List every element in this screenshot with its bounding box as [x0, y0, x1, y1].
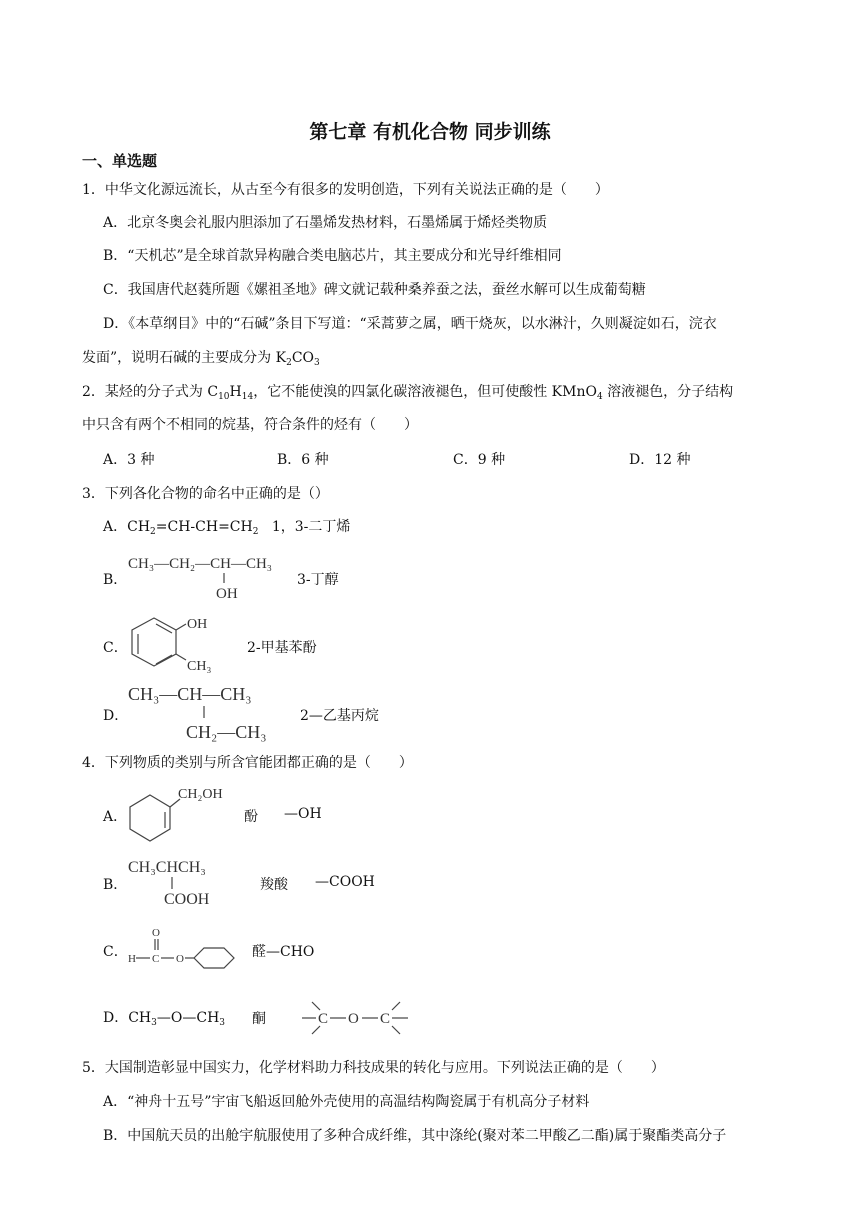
svg-text:C: C [318, 1011, 329, 1027]
question-4-option-c-label: C． [103, 944, 128, 960]
question-4-option-b-label: B． [103, 877, 128, 893]
q4-c-structure [126, 922, 246, 974]
question-3-option-d-name: 2—乙基丙烷 [300, 708, 379, 724]
question-3-stem: 3．下列各化合物的命名中正确的是（） [82, 486, 329, 502]
question-1-stem: 1．中华文化源远流长，从古至今有很多的发明创造，下列有关说法正确的是（ ） [82, 182, 609, 198]
question-3-option-b-label: B． [103, 572, 128, 588]
svg-text:O: O [348, 1011, 359, 1027]
svg-text:CH₂—CH₃: CH₂—CH₃ [186, 722, 267, 742]
question-4-option-a-group: —OH [284, 806, 322, 822]
svg-text:C: C [380, 1011, 391, 1027]
question-5-stem: 5．大国制造彰显中国实力，化学材料助力科技成果的转化与应用。下列说法正确的是（ ） [82, 1060, 665, 1076]
question-3-option-c-label: C． [103, 640, 128, 656]
svg-text:CH₂OH: CH₂OH [178, 787, 223, 802]
svg-text:O: O [152, 927, 160, 939]
q3-d-structure [126, 678, 286, 744]
question-4-option-d: D．$CH_3—O—CH_3$ [103, 1010, 226, 1028]
question-1-option-c: C．我国唐代赵蕤所题《嫘祖圣地》碑文就记载种桑养蚕之法，蚕丝水解可以生成葡萄糖 [103, 282, 646, 298]
q3-b-structure [126, 548, 291, 603]
question-4-option-d-class: 酮 [252, 1011, 266, 1027]
question-4-option-b-group: —COOH [315, 874, 375, 890]
q4-b-structure [126, 854, 236, 912]
svg-text:O: O [176, 953, 184, 965]
question-2-stem: 2．某烃的分子式为 $C_{10}H_{14}$，它不能使溴的四氯化碳溶液褪色，但可使酸性 KMnO$_4$ 溶液褪色，分子结构 [82, 384, 734, 402]
question-4-option-a-label: A． [103, 809, 128, 825]
question-2-option-d: D．12 种 [629, 452, 691, 468]
question-3-option-c-name: 2-甲基苯酚 [247, 640, 317, 656]
svg-text:CH₃—CH₂—CH—CH₃: CH₃—CH₂—CH—CH₃ [128, 556, 273, 572]
svg-text:COOH: COOH [164, 891, 210, 908]
svg-text:OH: OH [216, 586, 238, 602]
question-1-option-d: D．《本草纲目》中的“石碱”条目下写道：“采蒿萝之属，晒干烧灰，以水淋汁，久则凝淀如石，浣衣 [103, 316, 717, 332]
question-4-stem: 4．下列物质的类别与所含官能团都正确的是（ ） [82, 755, 413, 771]
page-title: 第七章 有机化合物 同步训练 [309, 121, 551, 143]
svg-text:CH₃—CH—CH₃: CH₃—CH—CH₃ [128, 684, 252, 704]
question-5-option-a: A．“神舟十五号”宇宙飞船返回舱外壳使用的高温结构陶瓷属于有机高分子材料 [103, 1094, 590, 1110]
question-3-option-b-name: 3-丁醇 [297, 572, 339, 588]
question-2-option-b: B．6 种 [277, 452, 329, 468]
question-3-option-d-label: D． [103, 708, 129, 724]
svg-text:CH₃CHCH₃: CH₃CHCH₃ [128, 859, 206, 876]
q3-c-structure [124, 612, 224, 674]
question-1-option-b: B．“天机芯”是全球首款异构融合类电脑芯片，其主要成分和光导纤维相同 [103, 248, 562, 264]
svg-text:OH: OH [187, 617, 208, 632]
svg-text:C: C [152, 953, 160, 965]
question-4-option-b-class: 羧酸 [260, 877, 288, 893]
q4-d-structure [298, 992, 413, 1044]
question-1-option-a: A．北京冬奥会礼服内胆添加了石墨烯发热材料，石墨烯属于烯烃类物质 [103, 215, 548, 231]
section-heading: 一、单选题 [82, 152, 158, 170]
question-3-option-a: A．$CH_2=CH-CH=CH_2$ 1，3-二丁烯 [103, 519, 351, 537]
question-2-option-a: A．3 种 [103, 452, 155, 468]
question-2-option-c: C．9 种 [453, 452, 506, 468]
svg-text:H: H [128, 953, 136, 965]
svg-text:CH₃: CH₃ [187, 659, 212, 674]
q4-a-structure [126, 783, 241, 845]
question-5-option-b: B．中国航天员的出舱宇航服使用了多种合成纤维，其中涤纶(聚对苯二甲酸乙二酯)属于聚酯类高分子 [103, 1128, 727, 1144]
question-4-option-a-class: 酚 [244, 809, 258, 825]
question-2-stem-cont: 中只含有两个不相同的烷基，符合条件的烃有（ ） [82, 417, 418, 433]
question-1-option-d-cont: 发面”，说明石碱的主要成分为 $K_2CO_3$ [82, 350, 320, 368]
question-4-option-c-class: 醛—CHO [252, 944, 315, 960]
